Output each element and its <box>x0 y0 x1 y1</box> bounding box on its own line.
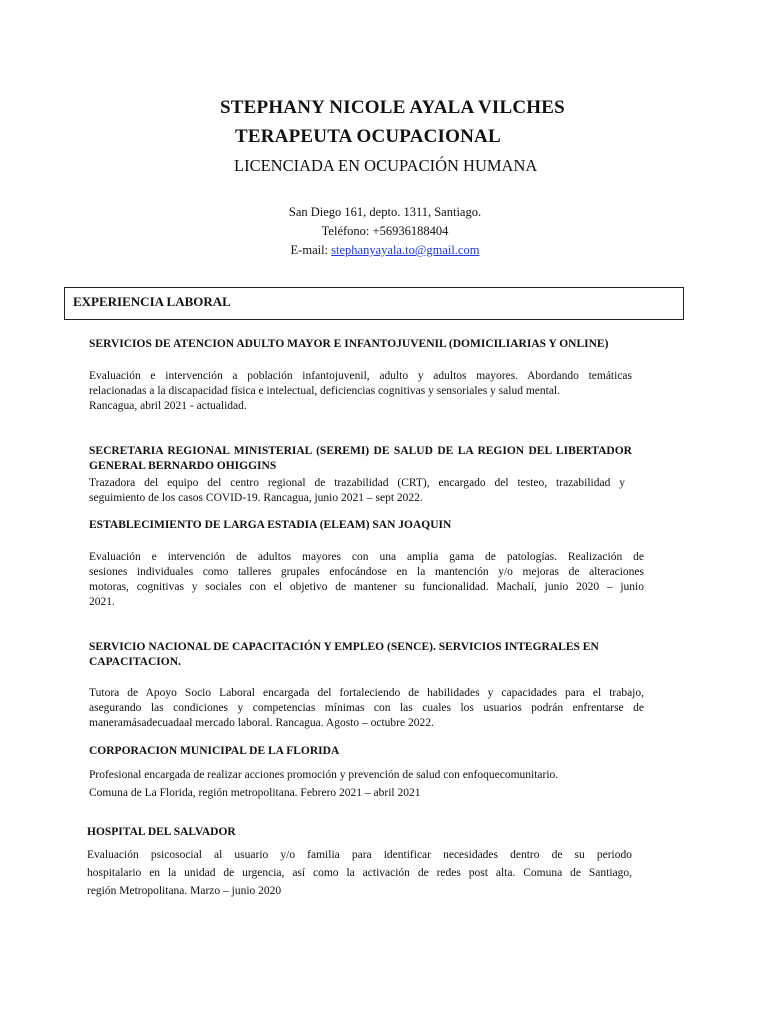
desc-line: Comuna de La Florida, región metropolitana. Febrero 2021 – abril 2021 <box>89 787 421 799</box>
desc-line: asegurando las condiciones y competencias mínimas con las cuales los usuarios podrán enfrentarse de <box>89 702 644 714</box>
email-line <box>190 243 580 258</box>
job-title-line: CAPACITACION. <box>89 656 181 668</box>
desc-line: seguimiento de los casos COVID-19. Rancagua, junio 2021 – sept 2022. <box>89 492 423 504</box>
job-description <box>89 369 632 414</box>
job-description <box>89 686 644 731</box>
job-title-line: GENERAL BERNARDO OHIGGINS <box>89 460 277 472</box>
job-title: CORPORACION MUNICIPAL DE LA FLORIDA <box>89 745 340 757</box>
desc-line: Rancagua, abril 2021 - actualidad. <box>89 400 247 412</box>
job-title: HOSPITAL DEL SALVADOR <box>87 826 236 838</box>
desc-line: Evaluación psicosocial al usuario y/o familia para identificar necesidades dentro de su periodo <box>87 849 632 861</box>
desc-line: Profesional encargada de realizar acciones promoción y prevención de salud con enfoquecomunitario. <box>89 769 559 781</box>
desc-line: hospitalario en la unidad de urgencia, así como la activación de redes post alta. Comuna de Santiago, <box>87 867 632 879</box>
desc-line: relacionadas a la discapacidad física e intelectual, deficiencias cognitivas y sensoriales y salud mental. <box>89 385 560 397</box>
job-description <box>89 766 634 802</box>
job-description <box>87 846 632 900</box>
desc-line: sesiones individuales como talleres grupales enfocándose en la mantención y/o mejoras de alteraciones <box>89 566 644 578</box>
candidate-name: STEPHANY NICOLE AYALA VILCHES <box>220 97 565 118</box>
desc-line: Evaluación e intervención a población infantojuvenil, adulto y adultos mayores. Abordando temáticas <box>89 370 632 382</box>
job-title-line: SECRETARIA REGIONAL MINISTERIAL (SEREMI) DE SALUD DE LA REGION DEL LIBERTADOR <box>89 445 632 457</box>
profession-title: TERAPEUTA OCUPACIONAL <box>235 126 501 147</box>
desc-line: motoras, cognitivas y sociales con el objetivo de mantener su funcionalidad. Machalí, junio 2020 – junio <box>89 581 644 593</box>
job-title: ESTABLECIMIENTO DE LARGA ESTADIA (ELEAM) SAN JOAQUIN <box>89 519 452 531</box>
degree-title: LICENCIADA EN OCUPACIÓN HUMANA <box>234 156 538 175</box>
desc-line: región Metropolitana. Marzo – junio 2020 <box>87 885 282 897</box>
desc-line: Tutora de Apoyo Socio Laboral encargada del fortaleciendo de habilidades y capacidades para el trabajo, <box>89 687 644 699</box>
desc-line: 2021. <box>89 596 115 608</box>
job-description <box>89 550 644 610</box>
job-title: SERVICIOS DE ATENCION ADULTO MAYOR E INFANTOJUVENIL (DOMICILIARIAS Y ONLINE) <box>89 338 609 350</box>
job-description <box>89 476 625 506</box>
desc-line: Evaluación e intervención de adultos mayores con una amplia gama de patologías. Realización de <box>89 551 644 563</box>
phone-line: Teléfono: +56936188404 <box>321 224 449 238</box>
desc-line: Trazadora del equipo del centro regional de trazabilidad (CRT), encargado del testeo, trazabilidad y <box>89 477 625 489</box>
email-label: E-mail: <box>290 243 332 257</box>
desc-line: maneramásadecuadaal mercado laboral. Rancagua. Agosto – octubre 2022. <box>89 717 434 729</box>
email-link[interactable]: stephanyayala.to@gmail.com <box>331 243 480 257</box>
address-line: San Diego 161, depto. 1311, Santiago. <box>288 205 482 219</box>
section-header-experiencia: EXPERIENCIA LABORAL <box>64 287 684 320</box>
job-title-line: SERVICIO NACIONAL DE CAPACITACIÓN Y EMPLEO (SENCE). SERVICIOS INTEGRALES EN <box>89 641 599 653</box>
